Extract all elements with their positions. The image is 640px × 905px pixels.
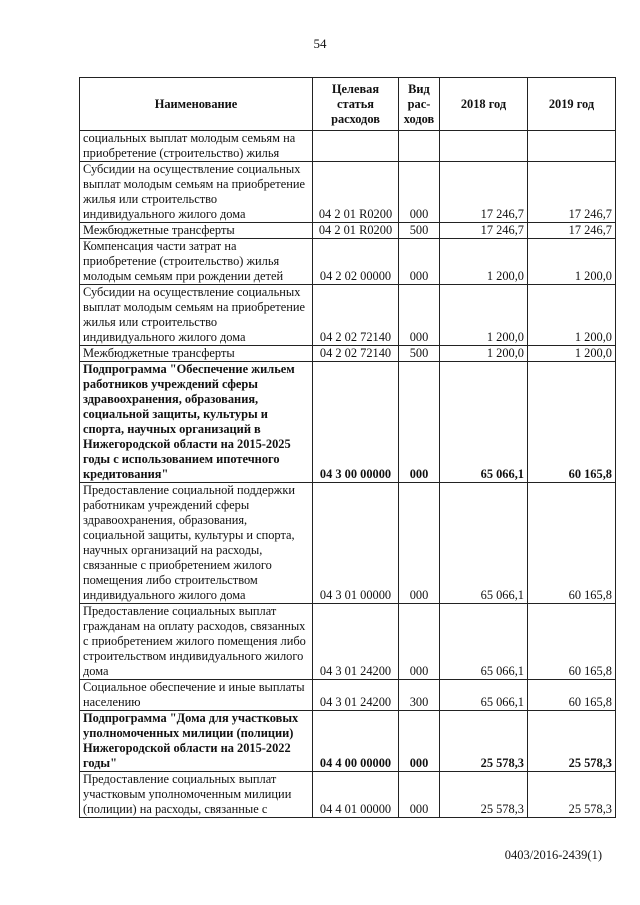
row-2018: 25 578,3	[440, 711, 528, 772]
table-row	[80, 711, 616, 772]
table-row	[80, 483, 616, 604]
row-name: Компенсация части затрат на приобретение (строительство) жилья молодым семьям при рождении детей	[80, 239, 313, 285]
row-2019: 17 246,7	[528, 223, 616, 239]
row-2019: 25 578,3	[528, 772, 616, 818]
row-kind	[399, 131, 440, 162]
row-2018: 65 066,1	[440, 604, 528, 680]
row-2019: 60 165,8	[528, 483, 616, 604]
row-code	[313, 131, 399, 162]
row-kind: 500	[399, 223, 440, 239]
row-2018: 25 578,3	[440, 772, 528, 818]
row-2019: 1 200,0	[528, 285, 616, 346]
row-code: 04 2 02 72140	[313, 346, 399, 362]
row-code: 04 3 01 24200	[313, 680, 399, 711]
document-reference: 0403/2016-2439(1)	[504, 848, 602, 862]
row-code: 04 2 02 72140	[313, 285, 399, 346]
table-row	[80, 346, 616, 362]
header-code: Целевая статья расходов	[313, 78, 399, 131]
row-name: Предоставление социальных выплат участковым уполномоченным милиции (полиции) на расходы, связанные с	[80, 772, 313, 818]
row-kind: 000	[399, 711, 440, 772]
table-row	[80, 239, 616, 285]
row-name: социальных выплат молодым семьям на приобретение (строительство) жилья	[80, 131, 313, 162]
table-row	[80, 223, 616, 239]
row-2019: 1 200,0	[528, 239, 616, 285]
row-2018: 1 200,0	[440, 346, 528, 362]
header-2018: 2018 год	[440, 78, 528, 131]
row-code: 04 3 01 00000	[313, 483, 399, 604]
row-2019: 60 165,8	[528, 604, 616, 680]
row-2019	[528, 131, 616, 162]
row-2019: 1 200,0	[528, 346, 616, 362]
row-name: Социальное обеспечение и иные выплаты населению	[80, 680, 313, 711]
row-code: 04 2 02 00000	[313, 239, 399, 285]
header-name: Наименование	[80, 78, 313, 131]
row-code: 04 4 00 00000	[313, 711, 399, 772]
row-code: 04 4 01 00000	[313, 772, 399, 818]
row-name: Подпрограмма "Дома для участковых уполномоченных милиции (полиции) Нижегородской области на 2015-2022 годы"	[80, 711, 313, 772]
row-kind: 300	[399, 680, 440, 711]
row-2018: 17 246,7	[440, 162, 528, 223]
header-kind: Вид рас-ходов	[399, 78, 440, 131]
row-2019: 60 165,8	[528, 680, 616, 711]
row-2018: 65 066,1	[440, 483, 528, 604]
header-2019: 2019 год	[528, 78, 616, 131]
row-2018: 65 066,1	[440, 362, 528, 483]
table-header-row	[80, 78, 616, 131]
row-2018: 1 200,0	[440, 285, 528, 346]
row-code: 04 2 01 R0200	[313, 223, 399, 239]
row-kind: 000	[399, 483, 440, 604]
table-row	[80, 680, 616, 711]
row-name: Межбюджетные трансферты	[80, 346, 313, 362]
row-2019: 60 165,8	[528, 362, 616, 483]
row-name: Субсидии на осуществление социальных выплат молодым семьям на приобретение жилья или строительство индивидуального жилого дома	[80, 162, 313, 223]
row-code: 04 3 01 24200	[313, 604, 399, 680]
row-2018: 1 200,0	[440, 239, 528, 285]
page-number: 54	[313, 36, 327, 51]
row-2019: 17 246,7	[528, 162, 616, 223]
row-2018: 17 246,7	[440, 223, 528, 239]
table-row	[80, 162, 616, 223]
row-code: 04 3 00 00000	[313, 362, 399, 483]
row-kind: 000	[399, 162, 440, 223]
row-name: Предоставление социальной поддержки работникам учреждений сферы здравоохранения, образования, социальной защиты, культуры и спорта, научных организаций на расходы, связанные с приобретением жилого помещения либо строительством индивидуального жилого дома	[80, 483, 313, 604]
row-kind: 000	[399, 362, 440, 483]
row-kind: 000	[399, 285, 440, 346]
row-kind: 000	[399, 604, 440, 680]
row-kind: 000	[399, 772, 440, 818]
table-row	[80, 131, 616, 162]
row-name: Подпрограмма "Обеспечение жильем работников учреждений сферы здравоохранения, образования, социальной защиты, культуры и спорта, научных организаций в Нижегородской области на 2015-2025 годы с использованием ипотечного кредитования"	[80, 362, 313, 483]
row-2018	[440, 131, 528, 162]
table-row	[80, 772, 616, 818]
row-kind: 500	[399, 346, 440, 362]
row-2018: 65 066,1	[440, 680, 528, 711]
table-row	[80, 604, 616, 680]
table-row	[80, 362, 616, 483]
table-row	[80, 285, 616, 346]
row-name: Субсидии на осуществление социальных выплат молодым семьям на приобретение жилья или строительство индивидуального жилого дома	[80, 285, 313, 346]
row-2019: 25 578,3	[528, 711, 616, 772]
row-code: 04 2 01 R0200	[313, 162, 399, 223]
budget-table	[79, 77, 616, 818]
row-kind: 000	[399, 239, 440, 285]
row-name: Межбюджетные трансферты	[80, 223, 313, 239]
row-name: Предоставление социальных выплат гражданам на оплату расходов, связанных с приобретением жилого помещения либо строительством индивидуального жилого дома	[80, 604, 313, 680]
